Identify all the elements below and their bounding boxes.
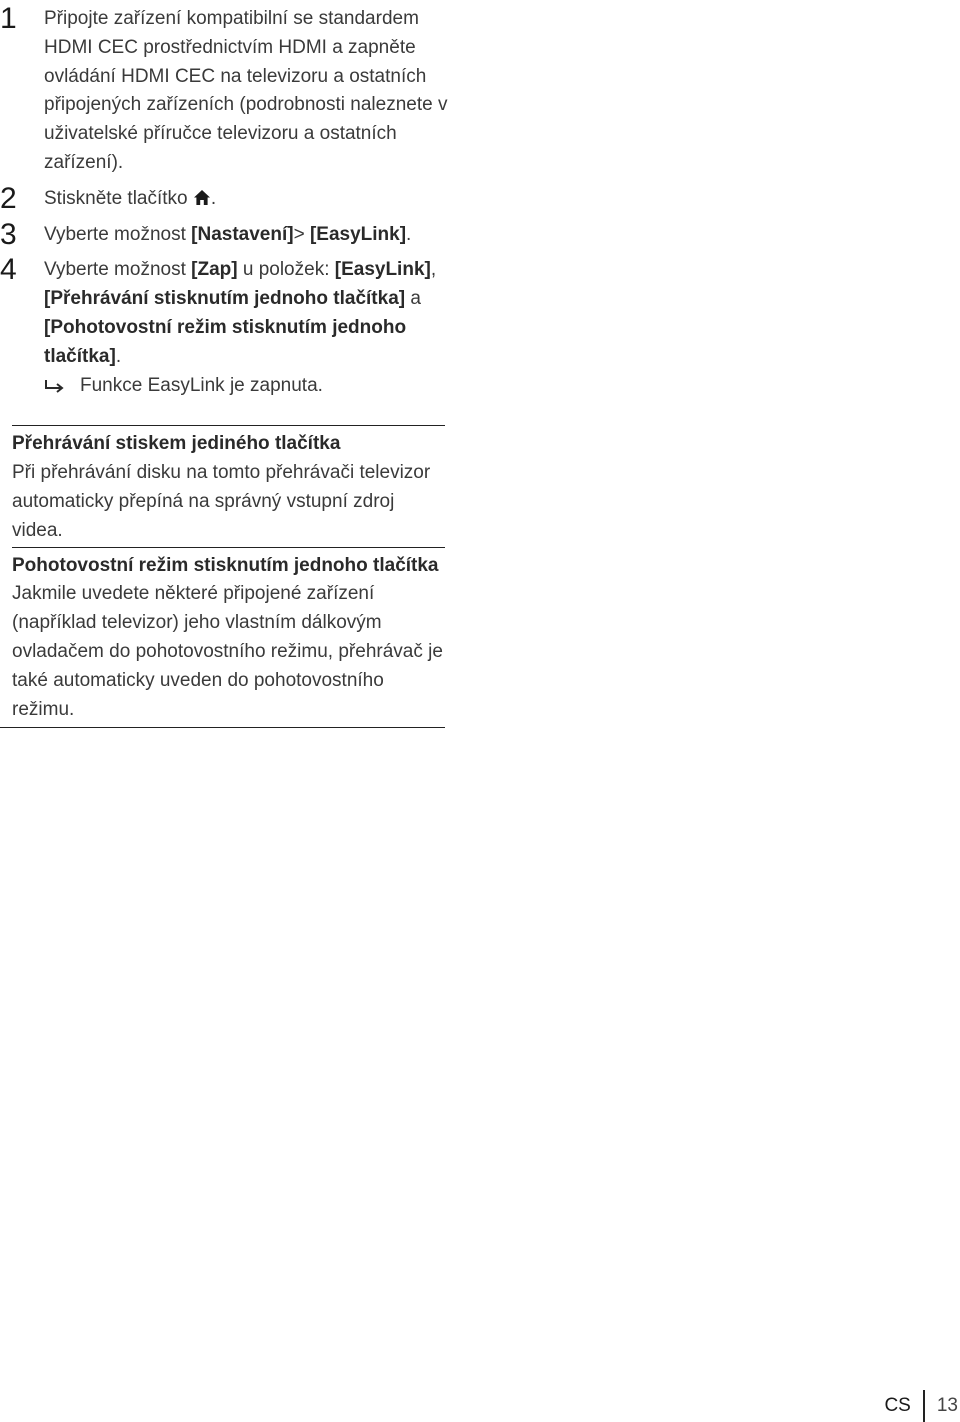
section-one-touch-play	[12, 425, 445, 546]
section-one-touch-standby	[12, 547, 445, 726]
result-arrow-icon	[44, 378, 66, 394]
step-number: 3	[0, 217, 17, 251]
option-zap: [Zap]	[191, 259, 238, 281]
step-text: Připojte zařízení kompatibilní se standardem HDMI CEC prostřednictvím HDMI a zapněte ovládání HDMI CEC na televizoru a ostatních připojených zařízeních (podrobnosti naleznete v uživatelské příručce televizoru a ostatních zařízení).	[44, 8, 448, 173]
menu-separator: >	[293, 223, 310, 245]
step-text-end: .	[210, 187, 217, 209]
step-text-end: .	[115, 345, 122, 367]
option-pohotovost: [Pohotovostní režim stisknutím jednoho tlačítka]	[44, 316, 407, 367]
step-text-end: .	[406, 223, 412, 245]
result-text: Funkce EasyLink je zapnuta.	[80, 374, 323, 396]
page-content	[0, 0, 460, 728]
step-number: 1	[0, 2, 17, 35]
step-text-mid: a	[405, 288, 421, 310]
page-number: 13	[936, 1395, 958, 1416]
section-title: Pohotovostní režim stisknutím jednoho tlačítka	[12, 554, 439, 576]
step-text-mid: ,	[430, 259, 437, 281]
step-text: Vyberte možnost	[44, 259, 192, 281]
step-text: Vyberte možnost	[44, 223, 192, 245]
option-prehravani: [Přehrávání stisknutím jednoho tlačítka]	[44, 288, 406, 310]
home-icon	[193, 189, 211, 206]
footer-divider	[923, 1390, 925, 1422]
section-body: Při přehrávání disku na tomto přehrávači televizor automaticky přepíná na správný vstupní zdroj videa.	[12, 462, 431, 541]
step-2	[0, 181, 460, 215]
option-nastaveni: [Nastavení]	[191, 223, 294, 245]
step-3	[0, 217, 460, 251]
step-number: 2	[0, 181, 17, 215]
step-number: 4	[0, 253, 17, 287]
section-body: Jakmile uvedete některé připojené zařízení (například televizor) jeho vlastním dálkovým ovladačem do pohotovostního režimu, přehrávač je také automaticky uveden do pohotovostního režimu.	[12, 583, 443, 720]
section-divider	[0, 727, 445, 728]
step-text-mid: u položek:	[237, 259, 335, 281]
step-1	[0, 2, 460, 178]
section-title: Přehrávání stiskem jediného tlačítka	[12, 433, 341, 455]
option-easylink: [EasyLink]	[334, 259, 431, 281]
step-text: Stiskněte tlačítko	[44, 187, 193, 209]
language-code: CS	[884, 1395, 911, 1416]
page-footer	[884, 1390, 960, 1422]
option-easylink: [EasyLink]	[309, 223, 407, 245]
step-4-result	[0, 372, 460, 401]
step-4	[0, 253, 460, 371]
